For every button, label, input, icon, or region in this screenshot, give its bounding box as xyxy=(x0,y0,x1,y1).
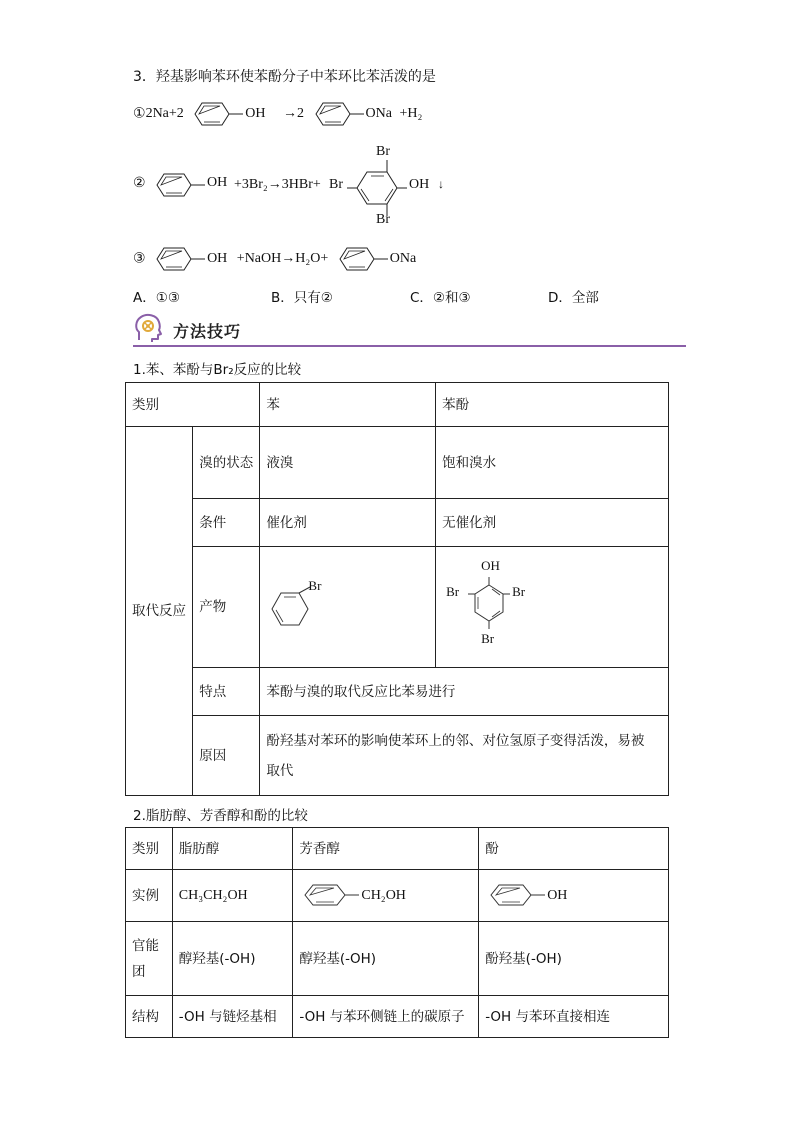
table-row xyxy=(126,996,669,1038)
eq3-mid: +NaOH→H₂O+ xyxy=(236,251,329,266)
tribromophenol-br-bottom-label: Br xyxy=(481,631,495,646)
table-row xyxy=(126,668,669,716)
aromatic-group-label: CH₂OH xyxy=(361,887,406,903)
eq2-br-left: Br xyxy=(329,177,343,192)
section-heading xyxy=(133,312,693,348)
table-row xyxy=(126,547,669,668)
option-b[interactable]: B．只有② xyxy=(271,290,333,306)
cell-fg-fatty: 醇羟基(-OH) xyxy=(172,922,293,996)
cell-example-aromatic xyxy=(293,870,479,922)
table-row xyxy=(126,716,669,796)
benzene-ring-icon xyxy=(332,245,390,273)
header-phenol: 苯酚 xyxy=(436,383,669,427)
benzene-ring-icon xyxy=(299,882,361,908)
eq1-group2: ONa xyxy=(365,106,392,121)
eq1-marker: ① xyxy=(133,106,146,122)
eq1-arrow: →2 xyxy=(283,106,305,121)
eq3-marker: ③ xyxy=(133,251,146,267)
table-row xyxy=(126,499,669,547)
cell-bromine-state-benzene: 液溴 xyxy=(260,427,436,499)
row-label-structure: 结构 xyxy=(126,996,173,1038)
table-row xyxy=(126,383,669,427)
cell-product-benzene xyxy=(260,547,436,668)
header-category: 类别 xyxy=(126,383,260,427)
row-label-product: 产物 xyxy=(193,547,260,668)
row-label-condition: 条件 xyxy=(193,499,260,547)
header-fatty-alcohol: 脂肪醇 xyxy=(172,828,293,870)
section-divider xyxy=(133,345,686,347)
benzene-ring-icon xyxy=(149,245,207,273)
table1-caption: 1.苯、苯酚与Br₂反应的比较 xyxy=(133,362,302,378)
table-row xyxy=(126,870,669,922)
row-label-example: 实例 xyxy=(126,870,173,922)
tribromophenol-br-right-label: Br xyxy=(512,584,526,599)
cell-condition-benzene: 催化剂 xyxy=(260,499,436,547)
eq3-group2: ONa xyxy=(389,251,417,266)
header-category: 类别 xyxy=(126,828,173,870)
benzene-ring-icon xyxy=(187,100,245,128)
group-label-substitution: 取代反应 xyxy=(126,427,193,796)
equation-2 xyxy=(133,140,473,232)
alcohol-phenol-comparison-table xyxy=(125,827,669,1038)
eq2-br-top: Br xyxy=(376,144,390,159)
cell-bromine-state-phenol: 饱和溴水 xyxy=(436,427,669,499)
eq1-left: 2Na+2 xyxy=(145,106,184,121)
tribromophenol-br-left-label: Br xyxy=(446,584,460,599)
eq2-group2: OH xyxy=(409,177,430,192)
cell-struct-phenol: -OH 与苯环直接相连 xyxy=(479,996,669,1038)
eq1-group1: OH xyxy=(245,106,266,121)
cell-fg-phenol: 酚羟基(-OH) xyxy=(479,922,669,996)
eq2-group1: OH xyxy=(207,175,228,190)
section-title: 方法技巧 xyxy=(173,322,242,341)
cell-reason: 酚羟基对苯环的影响使苯环上的邻、对位氢原子变得活泼，易被取代 xyxy=(260,716,669,796)
cell-condition-phenol: 无催化剂 xyxy=(436,499,669,547)
cell-struct-fatty: -OH 与链烃基相 xyxy=(172,996,293,1038)
header-benzene: 苯 xyxy=(260,383,436,427)
option-d[interactable]: D．全部 xyxy=(548,290,599,306)
cell-struct-aromatic: -OH 与苯环侧链上的碳原子 xyxy=(293,996,479,1038)
benzene-ring-icon xyxy=(485,882,547,908)
row-label-bromine-state: 溴的状态 xyxy=(193,427,260,499)
precipitate-arrow-icon: ↓ xyxy=(438,177,444,191)
tribromophenol-oh-label: OH xyxy=(481,558,500,573)
header-aromatic-alcohol: 芳香醇 xyxy=(293,828,479,870)
cell-fg-aromatic: 醇羟基(-OH) xyxy=(293,922,479,996)
cell-product-phenol xyxy=(436,547,669,668)
phenol-group-label: OH xyxy=(547,887,568,903)
eq2-mid: +3Br₂→3HBr+ xyxy=(234,177,321,192)
tribromophenol-ring-icon xyxy=(345,160,409,216)
eq2-br-bottom: Br xyxy=(376,212,390,227)
row-label-feature: 特点 xyxy=(193,668,260,716)
option-c[interactable]: C．②和③ xyxy=(410,290,471,306)
eq3-group1: OH xyxy=(207,251,228,266)
cell-example-phenol xyxy=(479,870,669,922)
row-label-reason: 原因 xyxy=(193,716,260,796)
table-row xyxy=(126,828,669,870)
benzene-phenol-comparison-table xyxy=(125,382,669,796)
row-label-functional-group: 官能团 xyxy=(126,922,173,996)
table2-caption: 2.脂肪醇、芳香醇和酚的比较 xyxy=(133,808,308,824)
equation-3 xyxy=(133,245,416,273)
cell-example-fatty: CH₃CH₂OH xyxy=(172,870,293,922)
eq2-marker: ② xyxy=(133,176,146,191)
cell-feature: 苯酚与溴的取代反应比苯易进行 xyxy=(260,668,669,716)
benzene-ring-icon xyxy=(308,100,366,128)
header-phenol: 酚 xyxy=(479,828,669,870)
tribromophenol-structure-icon xyxy=(464,575,514,639)
brain-gear-icon xyxy=(133,312,165,344)
bromobenzene-br-label: Br xyxy=(308,578,322,593)
table-row xyxy=(126,427,669,499)
option-a[interactable]: A．①③ xyxy=(133,290,180,306)
equation-1 xyxy=(133,100,422,128)
table-row xyxy=(126,922,669,996)
eq1-right: +H₂ xyxy=(399,106,423,121)
question-title: 3．羟基影响苯环使苯酚分子中苯环比苯活泼的是 xyxy=(133,69,436,85)
benzene-ring-icon xyxy=(149,171,207,199)
